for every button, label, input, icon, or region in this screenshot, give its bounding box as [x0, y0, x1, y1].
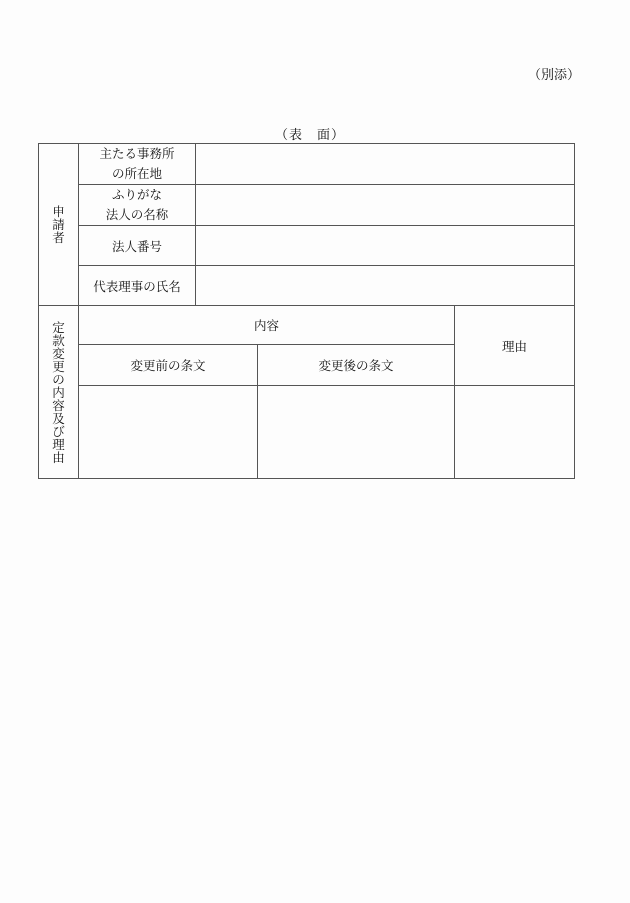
- applicant-row-name: [39, 185, 575, 226]
- vertical-char: 款: [52, 332, 65, 348]
- furigana-label: ふりがな: [111, 187, 162, 202]
- amendment-body-row: [39, 386, 575, 479]
- vertical-char: 変: [52, 345, 65, 361]
- corp-number-label: 法人番号: [79, 226, 196, 266]
- vertical-char: 由: [52, 449, 65, 465]
- applicant-row-corp-number: [39, 226, 575, 266]
- address-value-field[interactable]: [196, 144, 575, 185]
- amendment-section-text: [52, 321, 66, 464]
- before-article-field[interactable]: [79, 386, 258, 479]
- vertical-char: 内: [52, 384, 65, 400]
- vertical-char: 定: [52, 319, 65, 335]
- corp-name-label-text: 法人の名称: [105, 207, 169, 222]
- applicant-section-text: [52, 205, 66, 244]
- address-label: [79, 144, 196, 185]
- corp-name-value-field[interactable]: [196, 185, 575, 226]
- vertical-char: 及: [52, 410, 65, 426]
- vertical-char: 申: [52, 204, 65, 219]
- amendment-header-row: [39, 306, 575, 345]
- after-article-header: 変更後の条文: [258, 345, 455, 386]
- reason-header: 理由: [455, 306, 575, 386]
- applicant-row-address: [39, 144, 575, 185]
- applicant-row-representative: [39, 266, 575, 306]
- vertical-char: 者: [52, 230, 65, 245]
- application-form-table: [38, 143, 575, 479]
- corp-name-label: [79, 185, 196, 226]
- sheet-side-label: （表 面）: [274, 128, 345, 143]
- vertical-char: 更: [52, 358, 65, 374]
- address-label-line2: の所在地: [111, 166, 162, 181]
- before-article-header: 変更前の条文: [79, 345, 258, 386]
- after-article-field[interactable]: [258, 386, 455, 479]
- attachment-label: （別添）: [527, 68, 580, 83]
- address-label-line1: 主たる事務所: [99, 146, 175, 161]
- vertical-char: の: [52, 371, 65, 387]
- representative-value-field[interactable]: [196, 266, 575, 306]
- vertical-char: び: [52, 423, 65, 439]
- content-header: 内容: [79, 306, 455, 345]
- applicant-section-label: [39, 144, 79, 306]
- representative-label: 代表理事の氏名: [79, 266, 196, 306]
- reason-field[interactable]: [455, 386, 575, 479]
- vertical-char: 請: [52, 217, 65, 232]
- amendment-section-label: [39, 306, 79, 479]
- corp-number-value-field[interactable]: [196, 226, 575, 266]
- vertical-char: 理: [52, 436, 65, 452]
- vertical-char: 容: [52, 397, 65, 413]
